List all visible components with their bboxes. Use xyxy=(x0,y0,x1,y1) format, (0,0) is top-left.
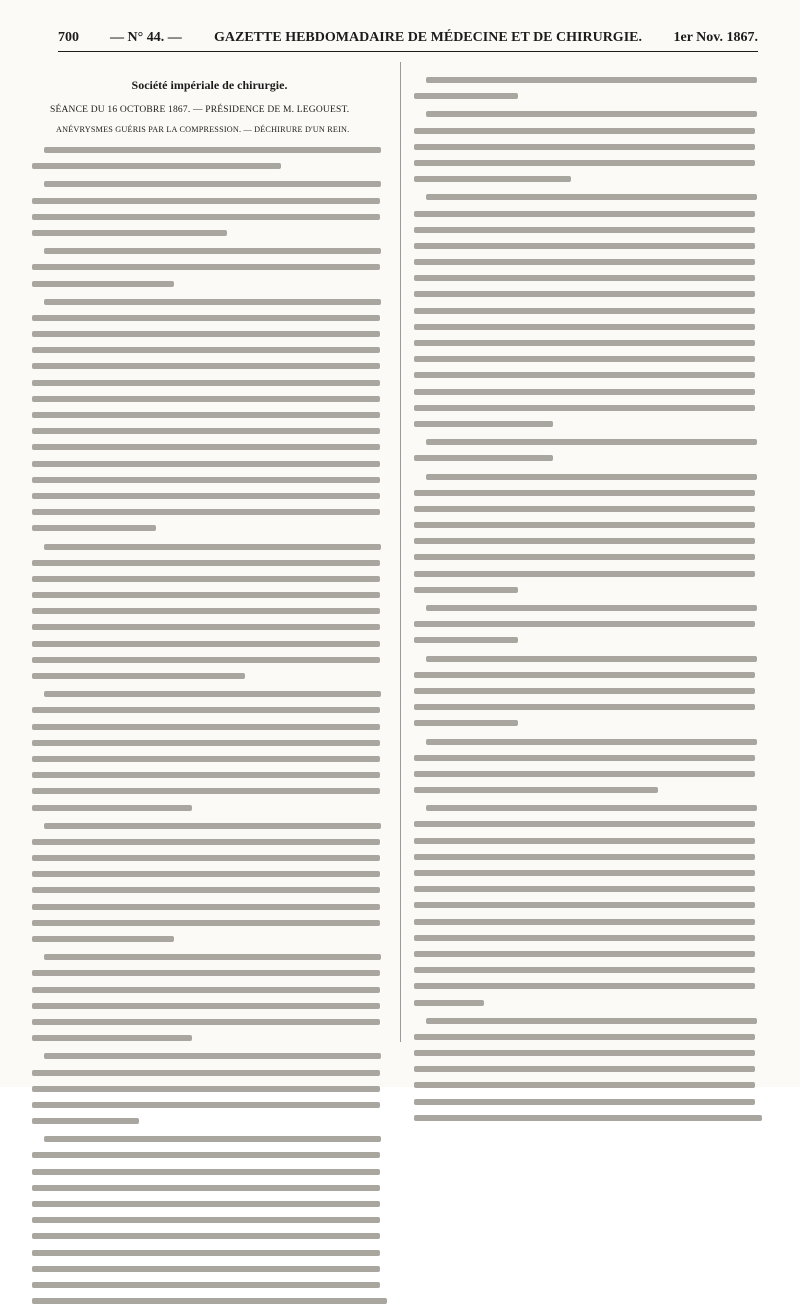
text-placeholder xyxy=(426,739,757,745)
text-line xyxy=(414,865,762,881)
text-placeholder xyxy=(32,1035,192,1041)
text-line xyxy=(414,750,762,766)
text-line xyxy=(32,719,387,735)
text-placeholder xyxy=(32,396,380,402)
text-line xyxy=(32,751,387,767)
text-placeholder xyxy=(414,490,755,496)
text-line xyxy=(414,1029,762,1045)
text-placeholder xyxy=(32,987,380,993)
text-placeholder xyxy=(32,871,380,877)
text-line xyxy=(32,276,387,292)
text-placeholder xyxy=(32,1185,380,1191)
text-line xyxy=(32,1081,387,1097)
text-line xyxy=(32,1180,387,1196)
text-line xyxy=(32,1164,387,1180)
text-placeholder xyxy=(32,1019,380,1025)
text-placeholder xyxy=(32,1169,380,1175)
text-placeholder xyxy=(32,740,380,746)
text-placeholder xyxy=(32,839,380,845)
text-placeholder xyxy=(32,624,380,630)
section-title: Société impériale de chirurgie. xyxy=(131,78,288,92)
text-line xyxy=(414,1110,762,1126)
text-placeholder xyxy=(414,455,553,461)
text-line xyxy=(414,995,762,1011)
text-line xyxy=(414,501,762,517)
text-line xyxy=(32,603,387,619)
text-placeholder xyxy=(32,315,380,321)
text-line xyxy=(32,931,387,947)
text-placeholder xyxy=(414,275,755,281)
text-placeholder xyxy=(414,308,755,314)
text-placeholder xyxy=(44,299,381,305)
text-line xyxy=(414,400,762,416)
text-line xyxy=(32,834,387,850)
text-placeholder xyxy=(426,605,757,611)
text-line xyxy=(414,88,762,104)
header-rule xyxy=(58,51,758,52)
text-line xyxy=(414,303,762,319)
text-placeholder xyxy=(32,608,380,614)
text-placeholder xyxy=(32,264,380,270)
text-placeholder xyxy=(414,324,755,330)
text-line xyxy=(414,616,762,632)
text-line xyxy=(32,866,387,882)
text-line xyxy=(414,699,762,715)
text-line xyxy=(414,914,762,930)
text-line xyxy=(32,1065,387,1081)
text-line xyxy=(414,734,762,750)
text-placeholder xyxy=(414,1115,762,1121)
text-placeholder xyxy=(44,954,381,960)
text-placeholder xyxy=(44,823,381,829)
text-placeholder xyxy=(32,477,380,483)
text-line xyxy=(414,978,762,994)
text-placeholder xyxy=(32,560,380,566)
text-placeholder xyxy=(414,522,755,528)
left-column-text xyxy=(32,142,387,1309)
text-placeholder xyxy=(32,230,227,236)
issue-number: — N° 44. — xyxy=(110,30,182,45)
text-line xyxy=(32,800,387,816)
text-placeholder xyxy=(414,688,755,694)
text-line xyxy=(32,1245,387,1261)
text-placeholder xyxy=(426,77,757,83)
text-line xyxy=(414,946,762,962)
text-line xyxy=(414,517,762,533)
text-placeholder xyxy=(414,571,755,577)
text-line xyxy=(32,407,387,423)
text-placeholder xyxy=(32,576,380,582)
text-line xyxy=(414,1045,762,1061)
text-placeholder xyxy=(32,380,380,386)
text-line xyxy=(414,782,762,798)
text-placeholder xyxy=(414,1082,755,1088)
text-line xyxy=(414,238,762,254)
text-placeholder xyxy=(414,389,755,395)
text-placeholder xyxy=(426,111,757,117)
page-header xyxy=(58,26,758,52)
text-placeholder xyxy=(32,1217,380,1223)
text-line xyxy=(414,485,762,501)
text-line xyxy=(32,142,387,158)
text-line xyxy=(414,651,762,667)
text-placeholder xyxy=(32,1070,380,1076)
text-line xyxy=(32,423,387,439)
text-placeholder xyxy=(414,259,755,265)
text-placeholder xyxy=(32,1152,380,1158)
text-placeholder xyxy=(32,592,380,598)
text-line xyxy=(32,555,387,571)
text-line xyxy=(414,123,762,139)
text-placeholder xyxy=(32,673,245,679)
text-line xyxy=(414,72,762,88)
text-line xyxy=(32,1131,387,1147)
text-line xyxy=(32,882,387,898)
text-placeholder xyxy=(32,1298,387,1304)
text-placeholder xyxy=(32,904,380,910)
text-line xyxy=(32,294,387,310)
text-placeholder xyxy=(32,1250,380,1256)
text-placeholder xyxy=(32,887,380,893)
text-line xyxy=(414,849,762,865)
text-placeholder xyxy=(32,1266,380,1272)
right-column-text xyxy=(414,72,762,1126)
text-placeholder xyxy=(414,1099,755,1105)
text-line xyxy=(32,1048,387,1064)
text-line xyxy=(32,1293,387,1309)
text-placeholder xyxy=(32,936,174,942)
text-line xyxy=(414,367,762,383)
text-line xyxy=(414,270,762,286)
text-placeholder xyxy=(32,1282,380,1288)
text-line xyxy=(414,1013,762,1029)
text-line xyxy=(32,767,387,783)
text-line xyxy=(32,504,387,520)
text-placeholder xyxy=(44,691,381,697)
text-placeholder xyxy=(414,1000,484,1006)
text-placeholder xyxy=(414,538,755,544)
text-placeholder xyxy=(44,147,381,153)
text-line xyxy=(414,1077,762,1093)
text-placeholder xyxy=(414,211,755,217)
text-placeholder xyxy=(32,214,380,220)
text-line xyxy=(414,206,762,222)
text-placeholder xyxy=(414,755,755,761)
text-line xyxy=(32,1147,387,1163)
text-line xyxy=(32,225,387,241)
text-line xyxy=(32,1014,387,1030)
text-placeholder xyxy=(32,347,380,353)
text-placeholder xyxy=(32,461,380,467)
text-line xyxy=(32,915,387,931)
text-placeholder xyxy=(32,641,380,647)
session-line: SÉANCE DU 16 OCTOBRE 1867. — PRÉSIDENCE DE M. LEGOUEST. xyxy=(50,105,350,115)
text-placeholder xyxy=(32,724,380,730)
text-placeholder xyxy=(414,421,553,427)
text-placeholder xyxy=(32,331,380,337)
text-line xyxy=(32,1097,387,1113)
text-line xyxy=(32,636,387,652)
text-line xyxy=(32,1261,387,1277)
text-placeholder xyxy=(32,198,380,204)
text-placeholder xyxy=(32,1102,380,1108)
text-placeholder xyxy=(414,902,755,908)
text-placeholder xyxy=(426,656,757,662)
text-line xyxy=(32,998,387,1014)
text-placeholder xyxy=(414,771,755,777)
text-line xyxy=(32,949,387,965)
text-placeholder xyxy=(426,474,757,480)
text-placeholder xyxy=(414,176,571,182)
text-line xyxy=(414,286,762,302)
text-placeholder xyxy=(32,657,380,663)
text-line xyxy=(32,1277,387,1293)
text-placeholder xyxy=(414,935,755,941)
text-line xyxy=(414,254,762,270)
text-line xyxy=(414,416,762,432)
text-placeholder xyxy=(414,291,755,297)
text-placeholder xyxy=(32,1233,380,1239)
text-line xyxy=(32,587,387,603)
text-placeholder xyxy=(414,144,755,150)
text-line xyxy=(32,326,387,342)
text-placeholder xyxy=(414,983,755,989)
text-placeholder xyxy=(414,870,755,876)
text-line xyxy=(32,735,387,751)
text-line xyxy=(414,189,762,205)
text-line xyxy=(414,384,762,400)
text-placeholder xyxy=(414,821,755,827)
text-placeholder xyxy=(32,855,380,861)
text-line xyxy=(414,683,762,699)
text-line xyxy=(414,881,762,897)
text-placeholder xyxy=(414,720,518,726)
text-line xyxy=(32,158,387,174)
text-placeholder xyxy=(44,181,381,187)
text-line xyxy=(414,549,762,565)
text-line xyxy=(32,209,387,225)
text-line xyxy=(414,667,762,683)
text-placeholder xyxy=(32,444,380,450)
text-placeholder xyxy=(32,788,380,794)
text-placeholder xyxy=(414,951,755,957)
text-line xyxy=(32,899,387,915)
text-line xyxy=(32,686,387,702)
text-placeholder xyxy=(414,160,755,166)
text-placeholder xyxy=(32,1003,380,1009)
text-line xyxy=(32,520,387,536)
text-line xyxy=(32,1212,387,1228)
text-line xyxy=(32,965,387,981)
text-placeholder xyxy=(414,554,755,560)
text-line xyxy=(414,715,762,731)
text-placeholder xyxy=(32,493,380,499)
text-line xyxy=(32,850,387,866)
text-placeholder xyxy=(32,525,156,531)
text-line xyxy=(32,571,387,587)
text-placeholder xyxy=(426,1018,757,1024)
text-line xyxy=(32,1196,387,1212)
text-placeholder xyxy=(414,340,755,346)
text-line xyxy=(32,358,387,374)
text-line xyxy=(32,668,387,684)
text-line xyxy=(414,962,762,978)
text-placeholder xyxy=(414,672,755,678)
text-placeholder xyxy=(414,93,518,99)
text-placeholder xyxy=(414,967,755,973)
text-placeholder xyxy=(32,805,192,811)
text-placeholder xyxy=(32,1201,380,1207)
text-line xyxy=(414,582,762,598)
text-placeholder xyxy=(414,854,755,860)
text-line xyxy=(414,335,762,351)
text-placeholder xyxy=(32,163,281,169)
text-line xyxy=(414,351,762,367)
text-placeholder xyxy=(414,886,755,892)
text-placeholder xyxy=(32,509,380,515)
text-placeholder xyxy=(426,805,757,811)
text-line xyxy=(414,222,762,238)
text-placeholder xyxy=(414,1066,755,1072)
text-line xyxy=(414,139,762,155)
text-line xyxy=(32,982,387,998)
text-placeholder xyxy=(44,1053,381,1059)
text-placeholder xyxy=(414,587,518,593)
text-placeholder xyxy=(414,506,755,512)
text-placeholder xyxy=(44,248,381,254)
text-line xyxy=(414,434,762,450)
right-column xyxy=(414,64,762,1126)
text-line xyxy=(414,155,762,171)
text-placeholder xyxy=(414,372,755,378)
text-placeholder xyxy=(414,1050,755,1056)
text-line xyxy=(32,488,387,504)
text-line xyxy=(414,800,762,816)
page-number: 700 xyxy=(58,30,79,45)
text-line xyxy=(32,472,387,488)
text-placeholder xyxy=(414,637,518,643)
text-placeholder xyxy=(44,1136,381,1142)
text-line xyxy=(32,391,387,407)
text-placeholder xyxy=(414,243,755,249)
text-line xyxy=(32,1228,387,1244)
text-placeholder xyxy=(414,621,755,627)
text-line xyxy=(414,566,762,582)
text-line xyxy=(32,193,387,209)
text-placeholder xyxy=(414,356,755,362)
text-line xyxy=(32,652,387,668)
text-line xyxy=(32,1113,387,1129)
text-line xyxy=(32,310,387,326)
text-placeholder xyxy=(32,412,380,418)
text-line xyxy=(414,930,762,946)
left-column xyxy=(32,60,387,1309)
text-placeholder xyxy=(426,194,757,200)
text-line xyxy=(414,450,762,466)
text-line xyxy=(32,342,387,358)
text-line xyxy=(32,702,387,718)
text-placeholder xyxy=(32,707,380,713)
text-line xyxy=(414,816,762,832)
text-placeholder xyxy=(414,704,755,710)
text-line xyxy=(32,818,387,834)
text-line xyxy=(414,171,762,187)
text-placeholder xyxy=(32,970,380,976)
text-placeholder xyxy=(414,838,755,844)
text-line xyxy=(32,259,387,275)
text-placeholder xyxy=(414,919,755,925)
text-line xyxy=(414,106,762,122)
text-placeholder xyxy=(414,787,658,793)
text-placeholder xyxy=(32,756,380,762)
text-placeholder xyxy=(32,920,380,926)
text-line xyxy=(414,632,762,648)
text-line xyxy=(414,766,762,782)
text-placeholder xyxy=(414,227,755,233)
text-placeholder xyxy=(32,363,380,369)
text-line xyxy=(32,456,387,472)
text-placeholder xyxy=(414,128,755,134)
text-placeholder xyxy=(32,1118,139,1124)
text-placeholder xyxy=(32,281,174,287)
text-line xyxy=(32,243,387,259)
text-line xyxy=(414,600,762,616)
text-line xyxy=(32,439,387,455)
text-line xyxy=(414,1061,762,1077)
text-placeholder xyxy=(32,428,380,434)
column-divider xyxy=(400,62,401,1042)
text-placeholder xyxy=(414,405,755,411)
subheading: ANÉVRYSMES GUÉRIS PAR LA COMPRESSION. — DÉCHIRURE D'UN REIN. xyxy=(56,125,350,134)
text-line xyxy=(414,897,762,913)
text-line xyxy=(414,469,762,485)
journal-title: GAZETTE HEBDOMADAIRE DE MÉDECINE ET DE CHIRURGIE. xyxy=(214,30,642,45)
text-line xyxy=(32,539,387,555)
text-line xyxy=(32,1030,387,1046)
text-line xyxy=(32,783,387,799)
text-line xyxy=(414,319,762,335)
text-line xyxy=(414,1094,762,1110)
text-line xyxy=(414,533,762,549)
text-line xyxy=(32,176,387,192)
issue-date: 1er Nov. 1867. xyxy=(673,30,758,45)
text-placeholder xyxy=(426,439,757,445)
text-placeholder xyxy=(414,1034,755,1040)
text-line xyxy=(32,619,387,635)
text-line xyxy=(32,375,387,391)
text-placeholder xyxy=(44,544,381,550)
text-line xyxy=(414,833,762,849)
text-placeholder xyxy=(32,772,380,778)
